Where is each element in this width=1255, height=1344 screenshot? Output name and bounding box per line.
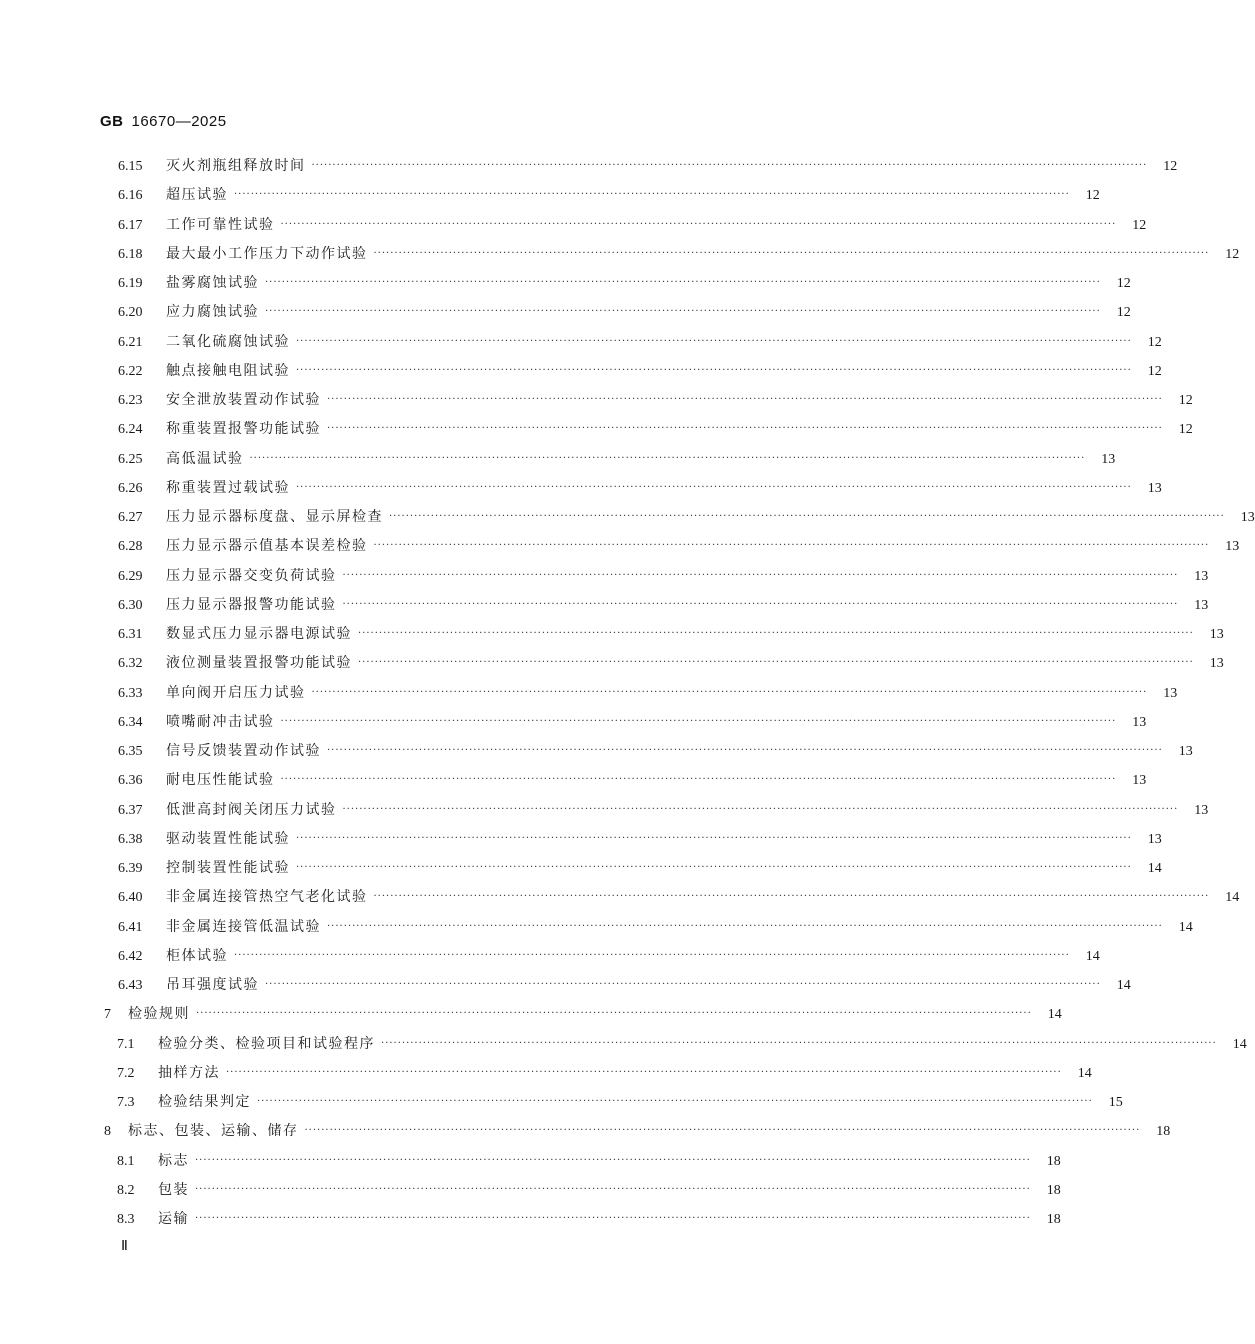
toc-entry[interactable] [117, 1030, 1247, 1059]
toc-entry-page: 12 [1085, 188, 1100, 204]
toc-entry[interactable] [118, 620, 1224, 649]
toc-leader-dots: ········································································································································································································ [296, 481, 1132, 493]
toc-entry-number: 6.29 [118, 568, 143, 584]
toc-entry-page: 13 [1132, 714, 1147, 730]
toc-entry-title: 控制装置性能试验 [166, 860, 290, 876]
toc-leader-dots: ········································································································································································································ [265, 979, 1101, 990]
toc-entry-title: 标志 [158, 1152, 189, 1169]
toc-entry-number: 6.35 [118, 744, 143, 759]
toc-leader-dots: ········································································································································································································ [381, 1037, 1217, 1049]
toc-entry-number: 7.1 [117, 1036, 135, 1052]
toc-leader-dots: ········································································································································································································ [280, 715, 1117, 727]
toc-leader-dots: ········································································································································································································ [195, 1183, 1031, 1195]
toc-entry-title: 压力显示器标度盘、显示屏检查 [166, 509, 383, 525]
toc-entry-page: 13 [1163, 685, 1178, 701]
toc-entry-page: 12 [1147, 363, 1162, 379]
toc-entry-page: 14 [1085, 948, 1100, 964]
toc-entry-title: 抽样方法 [158, 1064, 220, 1081]
toc-entry[interactable] [118, 562, 1209, 591]
toc-entry-title: 单向阀开启压力试验 [166, 684, 306, 701]
toc-entry-title: 低泄高封阀关闭压力试验 [166, 801, 337, 818]
toc-leader-dots: ········································································································································································································ [342, 598, 1179, 610]
toc-leader-dots: ········································································································································································································ [226, 1066, 1062, 1078]
toc-leader-dots: ········································································································································································································ [234, 949, 1070, 961]
toc-leader-dots: ········································································································································································································ [389, 511, 1225, 522]
toc-leader-dots: ········································································································································································································ [327, 423, 1163, 435]
toc-entry-number: 6.34 [118, 714, 143, 730]
toc-entry[interactable] [118, 269, 1131, 298]
toc-entry-page: 13 [1225, 539, 1240, 555]
document-header [100, 113, 227, 130]
toc-entry-number: 6.33 [118, 685, 143, 701]
toc-entry-number: 6.17 [118, 217, 143, 233]
toc-entry[interactable] [118, 357, 1162, 386]
toc-entry-page: 13 [1209, 627, 1224, 642]
toc-entry-page: 14 [1232, 1036, 1247, 1052]
toc-entry-number: 6.21 [118, 334, 143, 350]
toc-entry-title: 数显式压力显示器电源试验 [166, 626, 352, 642]
toc-entry-page: 12 [1116, 276, 1131, 291]
toc-entry[interactable] [118, 474, 1162, 503]
toc-entry-title: 压力显示器交变负荷试验 [166, 567, 337, 584]
toc-leader-dots: ········································································································································································································ [342, 569, 1179, 581]
toc-entry-number: 6.42 [118, 948, 143, 964]
toc-entry-title: 称重装置过载试验 [166, 479, 290, 496]
toc-entry-title: 检验规则 [128, 1006, 190, 1023]
toc-leader-dots: ········································································································································································································ [327, 920, 1163, 932]
toc-entry-number: 6.26 [118, 480, 143, 496]
toc-entry-title: 超压试验 [166, 187, 228, 204]
toc-leader-dots: ········································································································································································································ [296, 832, 1132, 844]
toc-entry[interactable] [118, 298, 1131, 327]
toc-leader-dots: ········································································································································································································ [257, 1096, 1093, 1107]
toc-entry[interactable] [117, 1088, 1123, 1117]
toc-entry-number: 6.31 [118, 627, 143, 642]
toc-entry-number: 6.15 [118, 159, 143, 174]
toc-entry-page: 13 [1194, 802, 1209, 818]
toc-entry[interactable] [118, 386, 1193, 415]
toc-leader-dots: ········································································································································································································ [195, 1213, 1031, 1224]
toc-entry-title: 标志、包装、运输、储存 [128, 1123, 299, 1140]
toc-leader-dots: ········································································································································································································ [358, 657, 1194, 669]
toc-entry-number: 6.40 [118, 890, 143, 906]
toc-entry-page: 15 [1108, 1095, 1123, 1110]
toc-leader-dots: ········································································································································································································ [280, 774, 1117, 786]
toc-entry-page: 12 [1225, 246, 1240, 262]
toc-leader-dots: ········································································································································································································ [234, 189, 1070, 201]
toc-entry-page: 12 [1132, 217, 1147, 233]
toc-entry-number: 6.39 [118, 861, 143, 876]
toc-entry-title: 触点接触电阻试验 [166, 362, 290, 379]
toc-entry-title: 压力显示器报警功能试验 [166, 596, 337, 613]
toc-entry[interactable] [104, 1000, 1062, 1029]
toc-entry-title: 耐电压性能试验 [166, 772, 275, 789]
toc-entry-page: 13 [1240, 510, 1255, 525]
toc-entry-page: 14 [1147, 861, 1162, 876]
toc-entry-number: 6.16 [118, 188, 143, 204]
toc-entry-page: 13 [1178, 744, 1193, 759]
toc-entry[interactable] [118, 152, 1178, 181]
toc-entry[interactable] [118, 883, 1240, 912]
toc-entry-page: 18 [1156, 1124, 1171, 1140]
toc-entry[interactable] [104, 1117, 1171, 1146]
toc-entry[interactable] [118, 679, 1178, 708]
toc-leader-dots: ········································································································································································································ [311, 686, 1148, 698]
toc-entry-number: 6.25 [118, 451, 143, 467]
toc-entry-page: 18 [1046, 1153, 1061, 1169]
toc-entry-page: 14 [1225, 890, 1240, 906]
toc-leader-dots: ········································································································································································································ [296, 862, 1132, 873]
toc-entry[interactable] [118, 971, 1131, 1000]
toc-entry[interactable] [118, 854, 1162, 883]
page-number: Ⅱ [121, 1239, 128, 1254]
toc-entry-title: 液位测量装置报警功能试验 [166, 655, 352, 672]
toc-entry-title: 安全泄放装置动作试验 [166, 392, 321, 408]
toc-entry-number: 6.23 [118, 393, 143, 408]
toc-entry-title: 非金属连接管低温试验 [166, 918, 321, 935]
toc-entry-title: 应力腐蚀试验 [166, 304, 259, 321]
toc-entry-title: 二氧化硫腐蚀试验 [166, 333, 290, 350]
toc-entry[interactable] [118, 532, 1240, 561]
toc-entry-page: 14 [1047, 1007, 1062, 1023]
toc-entry-page: 14 [1178, 919, 1193, 935]
toc-entry-page: 14 [1077, 1065, 1092, 1081]
toc-entry[interactable] [118, 766, 1147, 795]
toc-entry[interactable] [118, 708, 1147, 737]
toc-entry-number: 6.41 [118, 919, 143, 935]
toc-entry-title: 驱动装置性能试验 [166, 830, 290, 847]
toc-entry-page: 13 [1147, 831, 1162, 847]
toc-entry-page: 13 [1101, 451, 1116, 467]
toc-entry-page: 13 [1147, 480, 1162, 496]
toc-entry-number: 6.22 [118, 363, 143, 379]
toc-leader-dots: ········································································································································································································ [296, 364, 1132, 376]
toc-entry[interactable] [118, 942, 1100, 971]
toc-entry-number: 8 [104, 1124, 111, 1140]
toc-leader-dots: ········································································································································································································ [342, 803, 1179, 815]
toc-leader-dots: ········································································································································································································ [265, 306, 1101, 318]
toc-entry[interactable] [118, 211, 1147, 240]
toc-entry[interactable] [118, 591, 1209, 620]
toc-leader-dots: ········································································································································································································ [311, 160, 1148, 171]
toc-entry[interactable] [118, 415, 1193, 444]
toc-entry-number: 6.32 [118, 656, 143, 672]
toc-leader-dots: ········································································································································································································ [196, 1008, 1032, 1020]
toc-entry[interactable] [118, 181, 1100, 210]
toc-leader-dots: ········································································································································································································ [304, 1125, 1141, 1137]
standard-prefix: GB [100, 113, 124, 130]
toc-entry-title: 非金属连接管热空气老化试验 [166, 889, 368, 906]
toc-entry-title: 灭火剂瓶组释放时间 [166, 158, 306, 174]
toc-entry[interactable] [118, 796, 1209, 825]
toc-entry-title: 盐雾腐蚀试验 [166, 275, 259, 291]
toc-entry-page: 14 [1116, 978, 1131, 993]
toc-entry-page: 18 [1046, 1182, 1061, 1198]
toc-entry-title: 高低温试验 [166, 450, 244, 467]
toc-entry[interactable] [118, 913, 1193, 942]
toc-entry[interactable] [117, 1059, 1092, 1088]
toc-entry-number: 6.43 [118, 978, 143, 993]
toc-entry-title: 检验分类、检验项目和试验程序 [158, 1035, 375, 1052]
toc-entry-title: 信号反馈装置动作试验 [166, 743, 321, 759]
toc-entry-number: 6.28 [118, 539, 143, 555]
toc-entry-page: 12 [1178, 393, 1193, 408]
toc-entry[interactable] [118, 503, 1255, 532]
toc-entry[interactable] [117, 1176, 1061, 1205]
toc-entry-title: 柜体试验 [166, 947, 228, 964]
toc-entry-number: 6.36 [118, 773, 143, 789]
toc-entry-title: 检验结果判定 [158, 1094, 251, 1110]
toc-entry-number: 8.1 [117, 1153, 135, 1169]
toc-leader-dots: ········································································································································································································ [296, 335, 1132, 347]
toc-entry-page: 18 [1046, 1212, 1061, 1227]
toc-entry[interactable] [118, 445, 1116, 474]
toc-entry-page: 13 [1194, 568, 1209, 584]
toc-entry-title: 工作可靠性试验 [166, 216, 275, 233]
toc-entry-title: 喷嘴耐冲击试验 [166, 713, 275, 730]
toc-leader-dots: ········································································································································································································ [373, 540, 1210, 552]
toc-entry-title: 包装 [158, 1181, 189, 1198]
toc-leader-dots: ········································································································································································································ [195, 1154, 1031, 1166]
toc-entry[interactable] [118, 649, 1224, 678]
toc-entry[interactable] [117, 1147, 1061, 1176]
toc-entry-number: 6.30 [118, 597, 143, 613]
toc-entry[interactable] [118, 825, 1162, 854]
toc-entry-number: 6.20 [118, 305, 143, 321]
toc-entry-title: 称重装置报警功能试验 [166, 421, 321, 438]
toc-entry-number: 7.2 [117, 1065, 135, 1081]
toc-leader-dots: ········································································································································································································ [327, 745, 1163, 756]
standard-number: 16670—2025 [131, 113, 227, 130]
toc-entry[interactable] [118, 240, 1240, 269]
toc-leader-dots: ········································································································································································································ [265, 277, 1101, 288]
toc-leader-dots: ········································································································································································································ [373, 891, 1210, 903]
toc-entry-page: 13 [1194, 597, 1209, 613]
toc-entry-page: 12 [1116, 305, 1131, 321]
toc-entry-number: 7 [104, 1007, 111, 1023]
toc-entry[interactable] [118, 737, 1193, 766]
toc-entry-number: 6.24 [118, 422, 143, 438]
toc-entry-number: 6.38 [118, 831, 143, 847]
toc-leader-dots: ········································································································································································································ [280, 218, 1117, 230]
toc-entry-title: 运输 [158, 1211, 189, 1227]
toc-entry-number: 8.2 [117, 1182, 135, 1198]
toc-entry-number: 6.37 [118, 802, 143, 818]
toc-entry[interactable] [118, 328, 1162, 357]
toc-entry-title: 压力显示器示值基本误差检验 [166, 538, 368, 555]
toc-entry-page: 12 [1163, 159, 1178, 174]
toc-entry-title: 最大最小工作压力下动作试验 [166, 245, 368, 262]
toc-entry[interactable] [117, 1205, 1061, 1234]
toc-entry-number: 7.3 [117, 1095, 135, 1110]
toc-entry-number: 6.19 [118, 276, 143, 291]
toc-entry-page: 13 [1132, 773, 1147, 789]
toc-leader-dots: ········································································································································································································ [358, 628, 1194, 639]
toc-leader-dots: ········································································································································································································ [249, 452, 1086, 464]
toc-entry-page: 12 [1178, 422, 1193, 438]
toc-entry-page: 13 [1209, 656, 1224, 672]
toc-entry-page: 12 [1147, 334, 1162, 350]
toc-entry-number: 6.27 [118, 510, 143, 525]
toc-entry-title: 吊耳强度试验 [166, 977, 259, 993]
toc-entry-number: 6.18 [118, 246, 143, 262]
toc-leader-dots: ········································································································································································································ [373, 247, 1210, 259]
toc-leader-dots: ········································································································································································································ [327, 394, 1163, 405]
toc-entry-number: 8.3 [117, 1212, 135, 1227]
